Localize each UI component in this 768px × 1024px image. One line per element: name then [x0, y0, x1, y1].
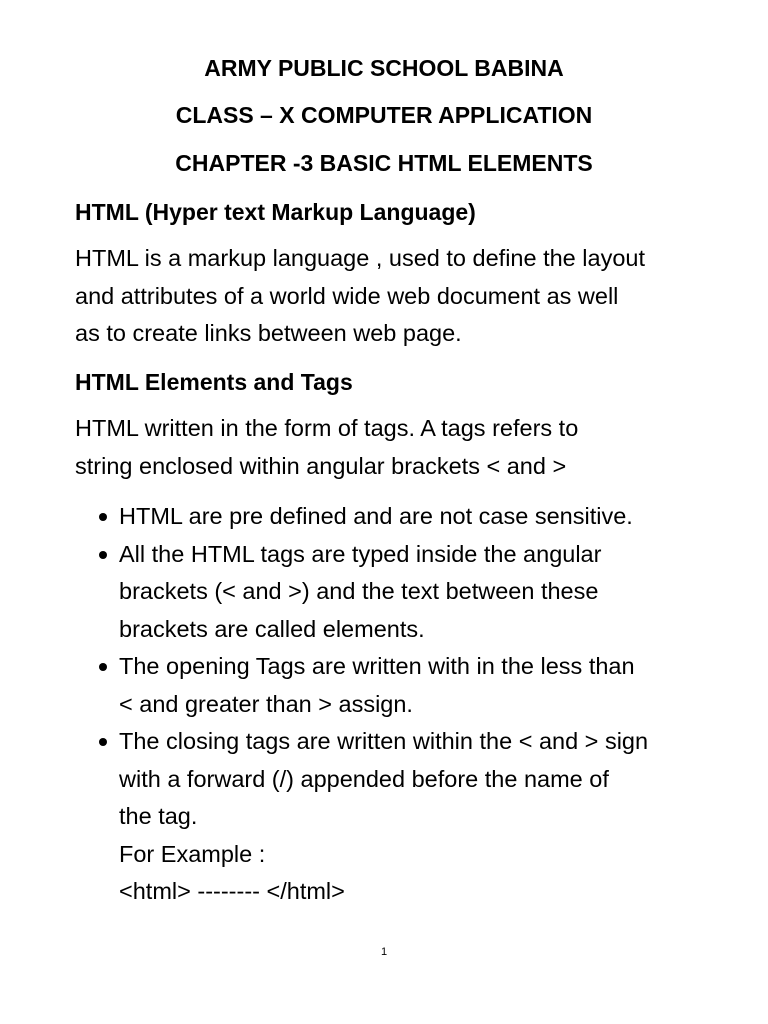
paragraph-line: as to create links between web page. — [75, 320, 462, 346]
paragraph-line: string enclosed within angular brackets < and > — [75, 452, 567, 479]
list-item-line: HTML are pre defined and are not case sensitive. — [119, 503, 633, 529]
example-code: <html> -------- </html> — [119, 878, 345, 904]
list-item — [0, 498, 699, 536]
html-definition-paragraph — [75, 240, 715, 353]
example-label: For Example : — [119, 840, 266, 867]
class-title: CLASS – X COMPUTER APPLICATION — [175, 102, 593, 128]
list-item-line: All the HTML tags are typed inside the angular — [119, 540, 602, 567]
tag-rules-list — [0, 498, 768, 911]
list-item — [0, 723, 699, 911]
bullet-icon — [99, 551, 107, 559]
chapter-title: CHAPTER -3 BASIC HTML ELEMENTS — [175, 150, 593, 176]
paragraph-line: HTML written in the form of tags. A tags refers to — [75, 415, 579, 441]
list-item-line: with a forward (/) appended before the name of — [119, 765, 609, 792]
html-section-heading: HTML (Hyper text Markup Language) — [75, 199, 476, 225]
list-item-line: brackets (< and >) and the text between these — [119, 578, 599, 604]
list-item-line: The opening Tags are written with in the less than — [119, 653, 635, 679]
elements-section-heading: HTML Elements and Tags — [75, 369, 353, 395]
school-title: ARMY PUBLIC SCHOOL BABINA — [204, 55, 564, 81]
list-item-line: brackets are called elements. — [119, 615, 425, 642]
page-number: 1 — [380, 946, 388, 958]
tags-definition-paragraph — [75, 410, 715, 485]
list-item-line: < and greater than > assign. — [119, 690, 413, 717]
bullet-icon — [99, 738, 107, 746]
list-item-line: The closing tags are written within the < and > sign — [119, 728, 649, 754]
list-item — [0, 536, 699, 649]
list-item-line: the tag. — [119, 803, 198, 829]
paragraph-line: HTML is a markup language , used to define the layout — [75, 245, 645, 271]
paragraph-line: and attributes of a world wide web document as well — [75, 282, 619, 309]
bullet-icon — [99, 663, 107, 671]
bullet-icon — [99, 513, 107, 521]
list-item — [0, 648, 699, 723]
